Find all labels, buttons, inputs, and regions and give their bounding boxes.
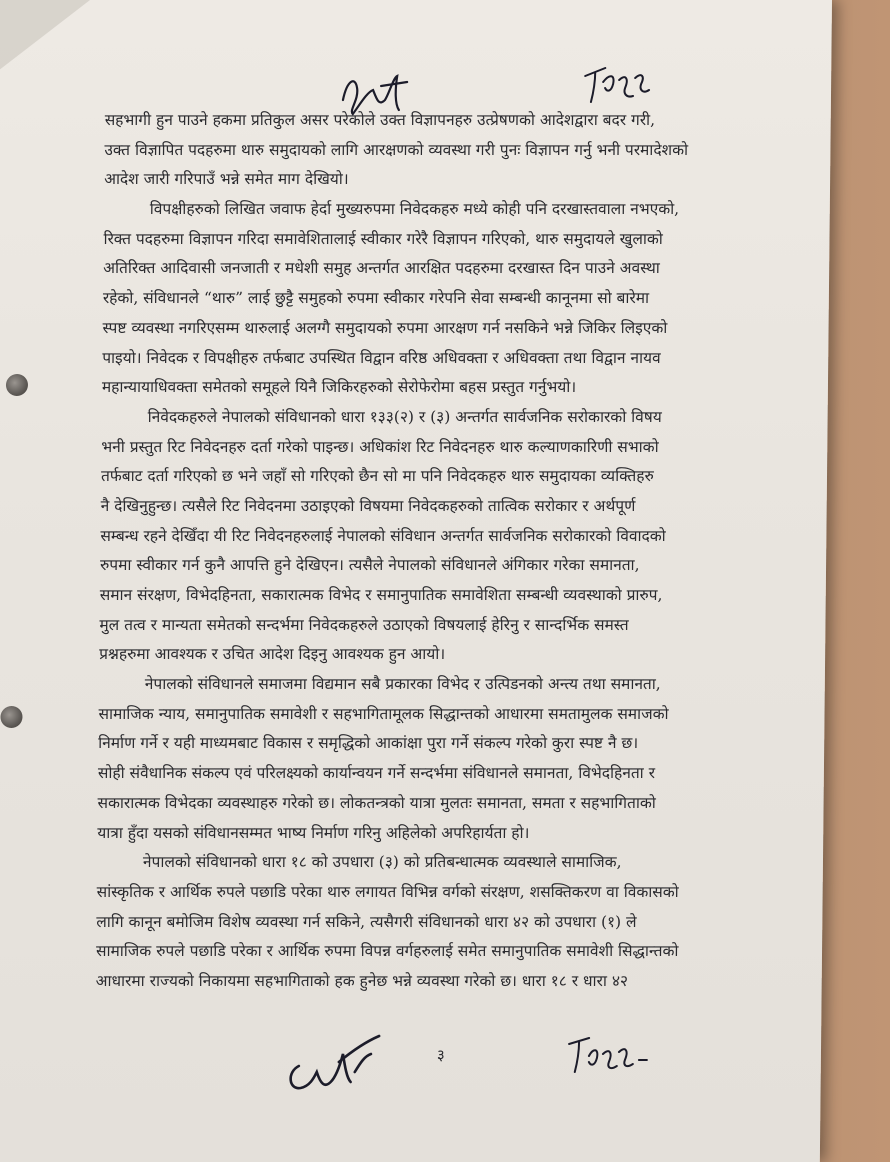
text-line: सामाजिक रुपले पछाडि परेका र आर्थिक रुपमा विपन्न वर्गहरुलाई समेत समानुपातिक समावेशी सिद्धान्तको [95, 942, 679, 961]
signature-bottom-left [280, 1032, 401, 1102]
text-line: सामाजिक न्याय, समानुपातिक समावेशी र सहभागितामूलक सिद्धान्तको आधारमा समतामुलक समाजको [98, 704, 669, 723]
text-line: आदेश जारी गरिपाउँ भन्ने समेत माग देखियो। [104, 170, 349, 189]
text-line: स्पष्ट व्यवस्था नगरिएसम्म थारुलाई अलग्गै समुदायको रुपमा आरक्षण गर्न नसकिने भन्ने जिकिर लिइएको [102, 318, 668, 337]
text-line: निवेदकहरुले नेपालको संविधानको धारा १३३(२) र (३) अन्तर्गत सार्वजनिक सरोकारको विषय [147, 407, 662, 426]
text-line: निर्माण गर्ने र यही माध्यमबाट विकास र समृद्धिको आकांक्षा पुरा गर्ने संकल्प गरेको कुरा स्पष्ट नै छ। [98, 734, 639, 753]
signature-top-right [581, 58, 662, 108]
text-line: विपक्षीहरुको लिखित जवाफ हेर्दा मुख्यरुपमा निवेदकहरु मध्ये कोही पनि दरखास्तवाला नभएको, [149, 200, 680, 219]
text-line: रुपमा स्वीकार गर्न कुनै आपत्ति हुने देखिएन। त्यसैले नेपालको संविधानले अंगिकार गरेका समानता, [99, 556, 640, 575]
text-line: यात्रा हुँदा यसको संविधानसम्मत भाष्य निर्माण गरिनु अहिलेको अपरिहार्यता हो। [97, 823, 530, 842]
text-line: अतिरिक्त आदिवासी जनजाती र मधेशी समुह अन्तर्गत आरक्षित पदहरुमा दरखास्त दिन पाउने अवस्था [103, 259, 660, 278]
text-line: सहभागी हुन पाउने हकमा प्रतिकुल असर परेकोले उक्त विज्ञापनहरु उत्प्रेषणको आदेशद्वारा बदर गरी, [104, 111, 656, 129]
text-line: मुल तत्व र मान्यता समेतको सन्दर्भमा निवेदकहरुले उठाएको विषयलाई हेरिनु र सान्दर्भिक समस्त [99, 615, 629, 634]
text-line: रिक्त पदहरुमा विज्ञापन गरिदा समावेशितालाई स्वीकार गरेरै विज्ञापन गरिएको, थारु समुदायले खुलाको [103, 229, 663, 248]
text-line: समान संरक्षण, विभेदहिनता, सकारात्मक विभेद र समानुपातिक समावेशिता सम्बन्धी व्यवस्थाको प्रारुप, [99, 586, 663, 604]
text-line: सोही संवैधानिक संकल्प एवं परिलक्ष्यको कार्यान्वयन गर्ने सन्दर्भमा संविधानले समानता, विभेदहिनता र [97, 764, 656, 783]
folded-corner [0, 0, 90, 70]
signature-bottom-right [563, 1030, 664, 1080]
text-line: आधारमा राज्यको निकायमा सहभागिताको हक हुनेछ भन्ने व्यवस्था गरेको छ। धारा १८ र धारा ४२ [95, 971, 629, 990]
text-line: सांस्कृतिक र आर्थिक रुपले पछाडि परेका थारु लगायत विभिन्न वर्गको संरक्षण, शसक्तिकरण वा विकासको [96, 882, 679, 901]
text-line: सकारात्मक विभेदका व्यवस्थाहरु गरेको छ। लोकतन्त्रको यात्रा मुलतः समानता, समता र सहभागिताको [97, 793, 656, 812]
text-line: सम्बन्ध रहने देखिँदा यी रिट निवेदनहरुलाई नेपालको संविधान अन्तर्गत सार्वजनिक सरोकारको विवादको [100, 526, 666, 545]
text-line: भनी प्रस्तुत रिट निवेदनहरु दर्ता गरेको पाइन्छ। अधिकांश रिट निवेदनहरु थारु कल्याणकारिणी सभाको [101, 437, 659, 456]
text-line: नै देखिनुहुन्छ। त्यसैले रिट निवेदनमा उठाइएको विषयमा निवेदकहरुको तात्विक सरोकार र अर्थपूर्ण [100, 496, 636, 515]
text-line: लागि कानून बमोजिम विशेष व्यवस्था गर्न सकिने, त्यसैगरी संविधानको धारा ४२ को उपधारा (१) ले [96, 912, 637, 931]
document-body [96, 106, 805, 997]
text-line: रहेको, संविधानले “थारु” लाई छुट्टै समुहको रुपमा स्वीकार गरेपनि सेवा सम्बन्धी कानूनमा सो बारेमा [102, 289, 650, 308]
text-line: पाइयो। निवेदक र विपक्षीहरु तर्फबाट उपस्थित विद्वान वरिष्ठ अधिवक्ता र अधिवक्ता तथा विद्वान नायव [102, 348, 661, 367]
text-line: तर्फबाट दर्ता गरिएको छ भने जहाँ सो गरिएको छैन सो मा पनि निवेदकहरु थारु समुदायका व्यक्तिहरु [100, 467, 654, 486]
text-line: नेपालको संविधानले समाजमा विद्यमान सबै प्रकारका विभेद र उत्पिडनको अन्त्य तथा समानता, [144, 675, 661, 694]
text-line: नेपालको संविधानको धारा १८ को उपधारा (३) को प्रतिबन्धात्मक व्यवस्थाले सामाजिक, [142, 853, 622, 872]
page-number: ३ [436, 1046, 445, 1064]
document-paragraphs [96, 106, 805, 997]
punch-hole-lower [0, 706, 22, 728]
text-line: प्रश्नहरुमा आवश्यक र उचित आदेश दिइनु आवश्यक हुन आयो। [99, 645, 446, 664]
punch-hole-upper [6, 374, 28, 396]
text-line: उक्त विज्ञापित पदहरुमा थारु समुदायको लागि आरक्षणको व्यवस्था गरी पुनः विज्ञापन गर्नु भनी परमादेशको [104, 140, 689, 159]
text-line: महान्यायाधिवक्ता समेतको समूहले यिनै जिकिरहरुको सेरोफेरोमा बहस प्रस्तुत गर्नुभयो। [101, 378, 577, 397]
